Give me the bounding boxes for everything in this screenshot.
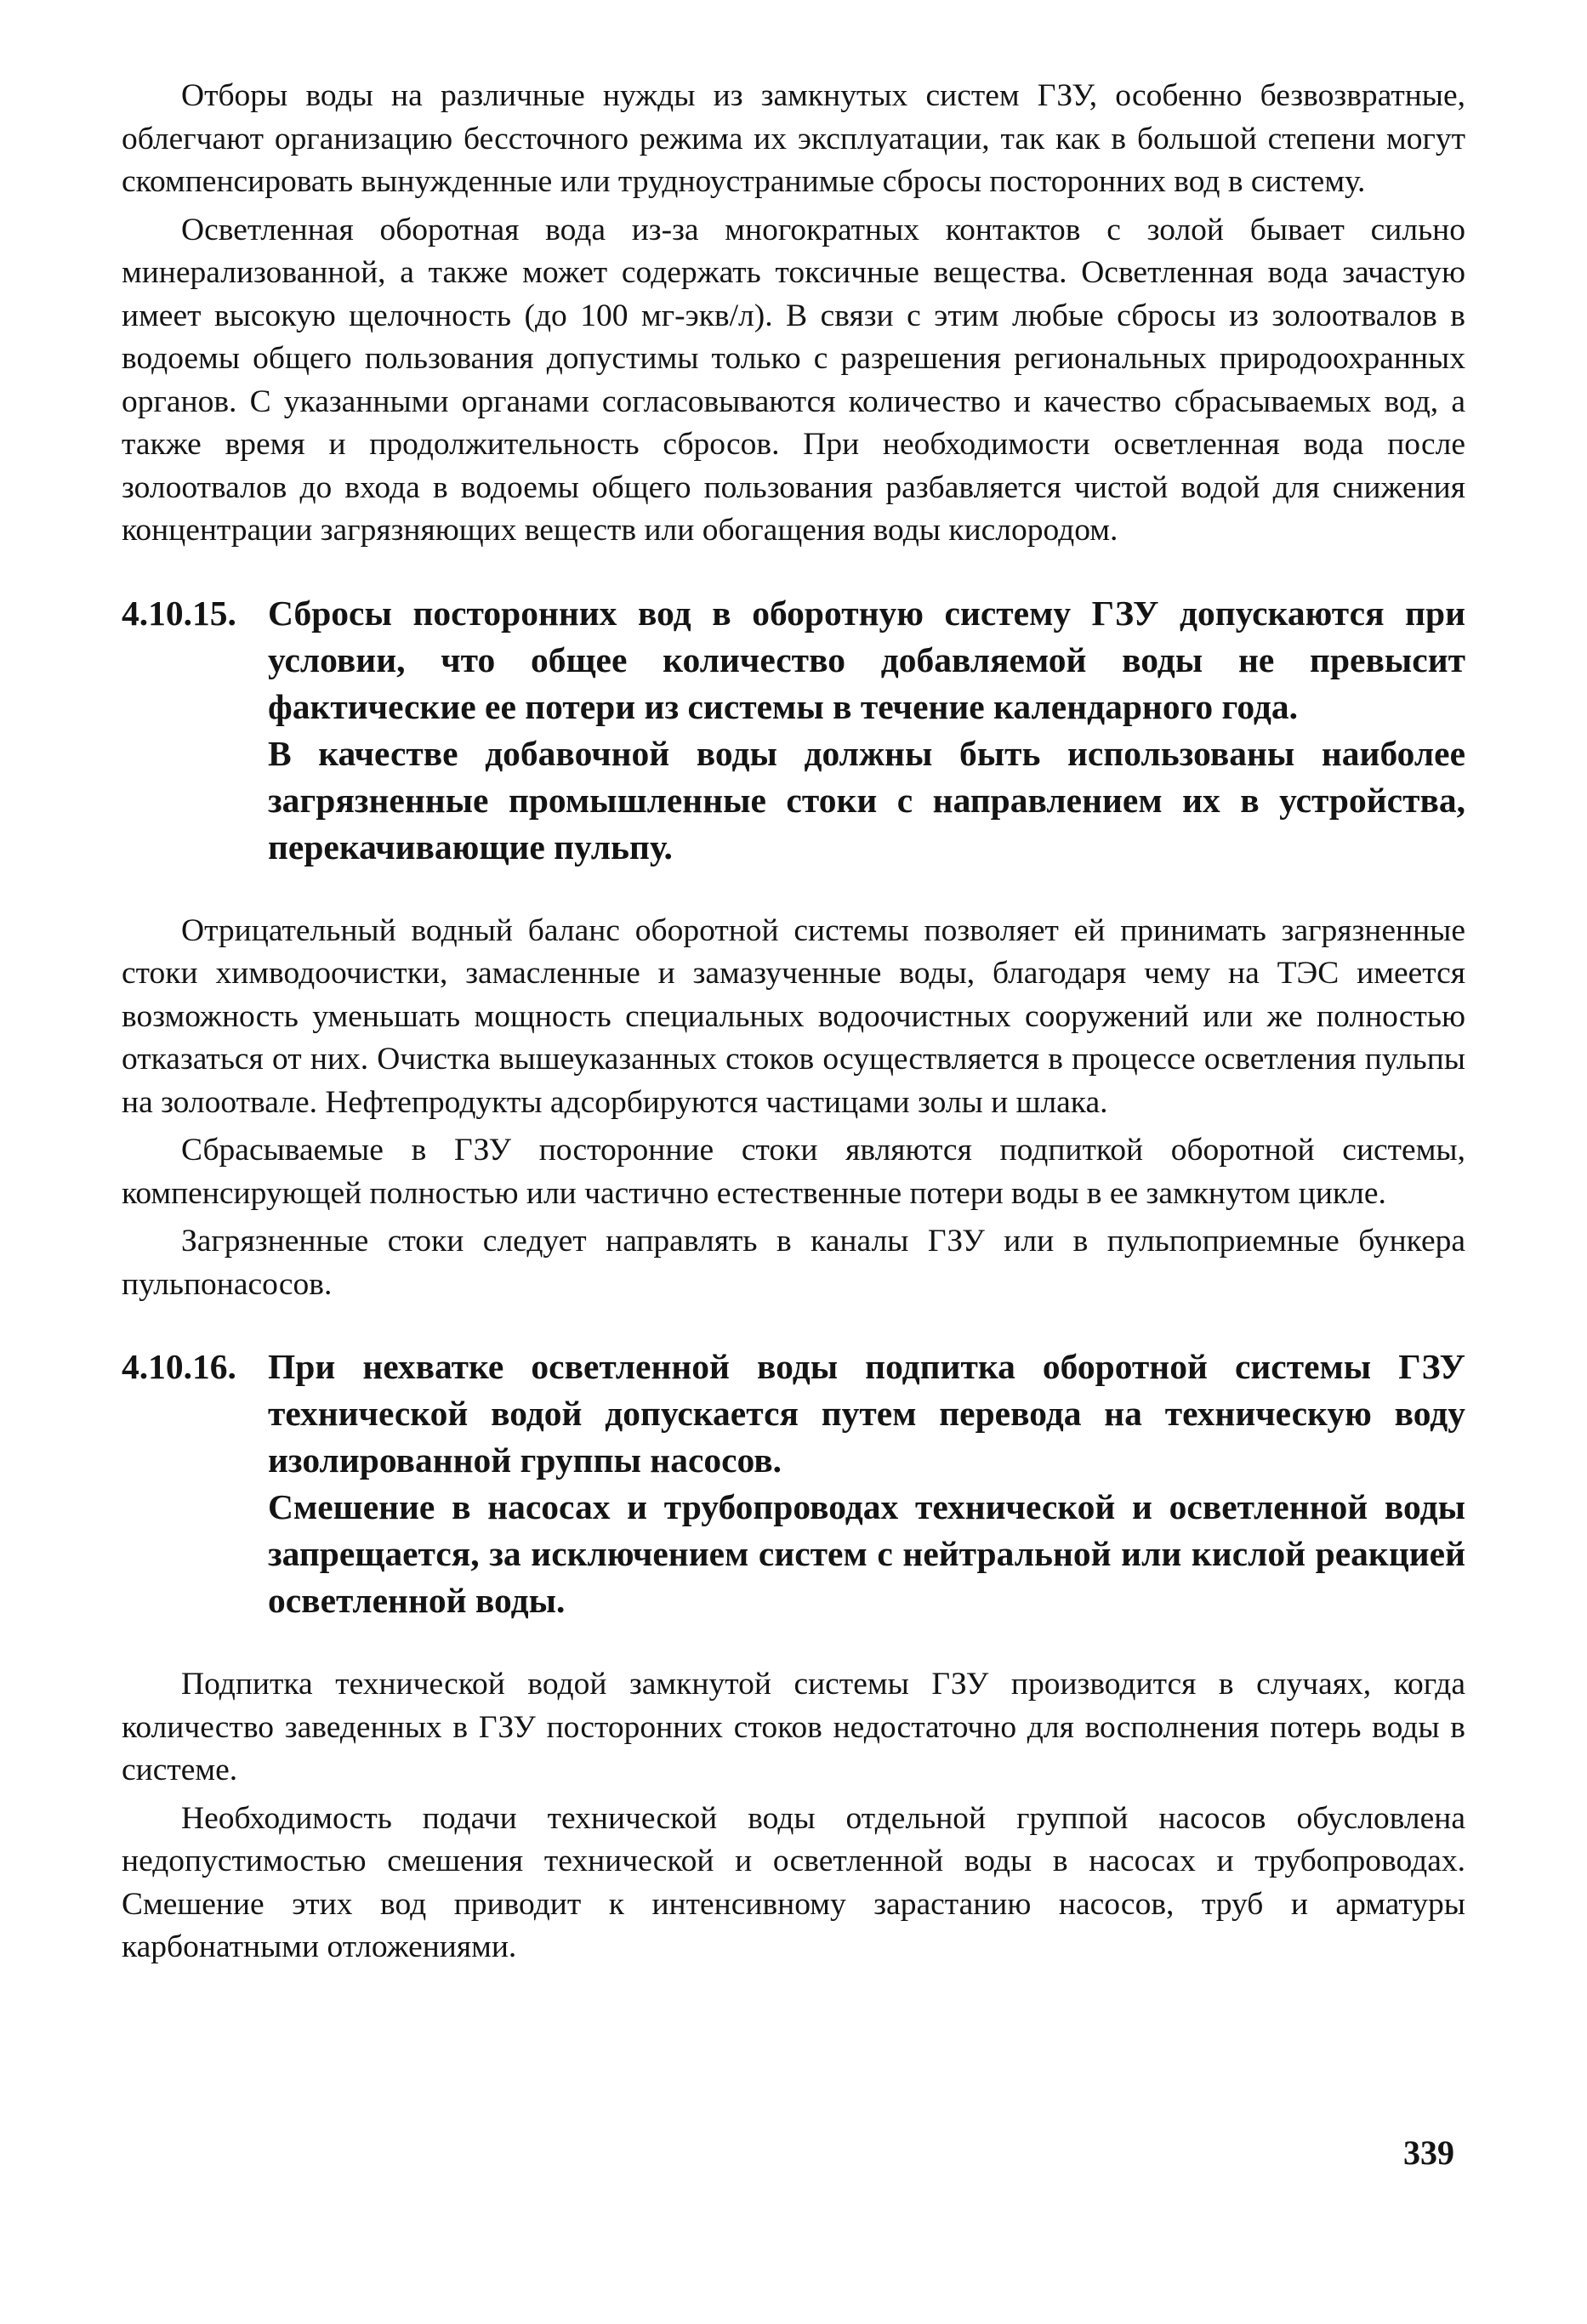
- paragraph-contaminated-effluents: Загрязненные стоки следует направлять в каналы ГЗУ или в пульпоприемные бункера пульпонасосов.: [122, 1224, 1465, 1302]
- rule-4-10-16: [122, 1344, 1465, 1624]
- rule-text-4-10-15: [268, 590, 1465, 871]
- paragraph-water-withdrawal: Отборы воды на различные нужды из замкнутых систем ГЗУ, особенно безвозвратные, облегчают организацию бессточного режима их эксплуатации, так как в большой степени могут скомпенсировать вынужденные или трудноустранимые сбросы посторонних вод в систему.: [122, 78, 1465, 199]
- intro-section: [122, 75, 1465, 553]
- page-number: 339: [1403, 2134, 1454, 2172]
- rule-4-10-16-text-2: Смешение в насосах и трубопроводах технической и осветленной воды запрещается, за исключением систем с нейтральной или кислой реакцией осветленной воды.: [268, 1487, 1465, 1620]
- rule-4-10-15-text-2: В качестве добавочной воды должны быть использованы наиболее загрязненные промышленные стоки с направлением их в устройства, перекачивающие пульпу.: [268, 733, 1465, 867]
- rule-number-4-10-16: 4.10.16.: [122, 1347, 236, 1386]
- paragraph-negative-balance: Отрицательный водный баланс оборотной системы позволяет ей принимать загрязненные стоки химводоочистки, замасленные и замазученные воды, благодаря чему на ТЭС имеется возможность уменьшать мощность специальных водоочистных сооружений или же полностью отказаться от них. Очистка вышеуказанных стоков осуществляется в процессе осветления пульпы на золоотвале. Нефтепродукты адсорбируются частицами золы и шлака.: [122, 912, 1465, 1120]
- rule-number-4-10-15: 4.10.15.: [122, 593, 236, 633]
- paragraph-separate-pump-group: Необходимость подачи технической воды отдельной группой насосов обусловлена недопустимостью смешения технической и осветленной воды в насосах и трубопроводах. Смешение этих вод приводит к интенсивному зарастанию насосов, труб и арматуры карбонатными отложениями.: [122, 1800, 1465, 1964]
- page-content: [122, 75, 1465, 1975]
- rule-4-10-15-text-1: Сбросы посторонних вод в оборотную систему ГЗУ допускаются при условии, что общее количество добавляемой воды не превысит фактические ее потери из системы в течение календарного года.: [268, 593, 1465, 726]
- rule-4-10-15: [122, 590, 1465, 871]
- rule-4-10-16-commentary: [122, 1663, 1465, 1969]
- paragraph-makeup-water: Сбрасываемые в ГЗУ посторонние стоки являются подпиткой оборотной системы, компенсирующей полностью или частично естественные потери воды в ее замкнутом цикле.: [122, 1133, 1465, 1211]
- paragraph-clarified-water: Осветленная оборотная вода из-за многократных контактов с золой бывает сильно минерализованной, а также может содержать токсичные вещества. Осветленная вода зачастую имеет высокую щелочность (до 100 мг-экв/л). В связи с этим любые сбросы из золоотвалов в водоемы общего пользования допустимы только с разрешения региональных природоохранных органов. С указанными органами согласовываются количество и качество сбрасываемых вод, а также время и продолжительность сбросов. При необходимости осветленная вода после золоотвалов до входа в водоемы общего пользования разбавляется чистой водой для снижения концентрации загрязняющих веществ или обогащения воды кислородом.: [122, 212, 1465, 548]
- rule-text-4-10-16: [268, 1344, 1465, 1624]
- paragraph-technical-water-makeup: Подпитка технической водой замкнутой системы ГЗУ производится в случаях, когда количество заведенных в ГЗУ посторонних стоков недостаточно для восполнения потерь воды в системе.: [122, 1667, 1465, 1787]
- rule-4-10-15-commentary: [122, 910, 1465, 1307]
- rule-4-10-16-text-1: При нехватке осветленной воды подпитка оборотной системы ГЗУ технической водой допускается путем перевода на техническую воду изолированной группы насосов.: [268, 1347, 1465, 1480]
